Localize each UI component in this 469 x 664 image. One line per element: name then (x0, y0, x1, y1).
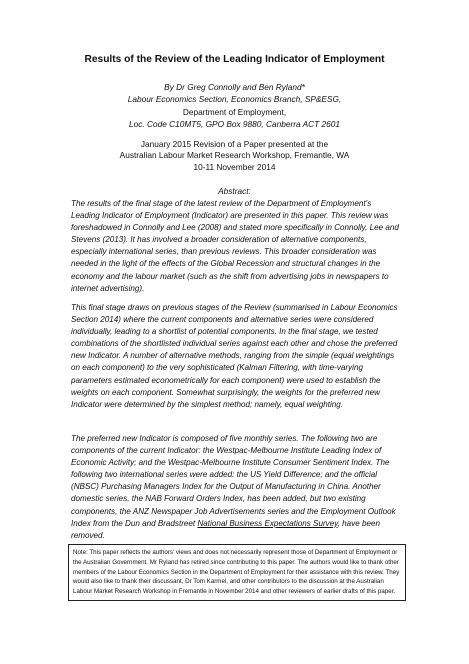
author-section: Labour Economics Section, Economics Branch, SP&ESG, (127, 94, 342, 105)
abstract-paragraph-1: The results of the final stage of the latest review of the Department of Employment's Leading Indicator of Employment (Indicator) are presented in this paper. This review was foreshadowed in Connolly and Lee (2008) and stated more specifically in Connolly, Lee and Stevens (2013). It has involved a broader consideration of alternative components, especially international series, than previous reviews. This broader consideration was needed in the light of the effects of the Global Recession and structural changes in the economy and the labour market (such as the shift from advertising jobs in newspapers to internet advertising). (71, 199, 399, 293)
revision-note (0, 139, 469, 173)
revision-line-1: January 2015 Revision of a Paper presented at the (140, 139, 329, 149)
abstract-paragraph-2: This final stage draws on previous stages of the Review (summarised in Labour Economics Section 2014) where the current components and alternative series were considered individually, leading to a shortlist of potential components. In the final stage, we tested combinations of the shortlisted individual series against each other and chose the preferred new Indicator. A number of alternative methods, ranging from the simple (equal weightings on each component) to the very sophisticated (Kalman Filtering, with time-varying parameters estimated econometrically for each component) were used to establish the weights on each component. Somewhat surprisingly, the weights for the preferred new Indicator were determined by the simplest method; namely, equal weighting. (71, 303, 398, 409)
abstract-heading: Abstract: (218, 186, 251, 196)
revision-line-2: Australian Labour Market Research Workshop, Fremantle, WA (119, 150, 350, 161)
author-byline: By Dr Greg Connolly and Ben Ryland* (164, 82, 305, 92)
author-department: Department of Employment, (182, 106, 287, 117)
abstract-paragraph-3 (71, 433, 401, 542)
paper-title: Results of the Review of the Leading Indicator of Employment (84, 54, 385, 65)
abstract-paragraph-3-text: The preferred new Indicator is composed of five monthly series. The following two are components of the current Indicator: the Westpac-Melbourne Institute Leading Index of Economic Activity; and the Westpac-Melbourne Institute Consumer Sentiment Index. The following two international series were added: the US Yield Difference; and the official (NBSC) Purchasing Managers Index for the Output of Manufacturing in China. Another domestic series, the NAB Forward Orders Index, has been added, but two existing components, the ANZ Newspaper Job Advertisements series and the Employment Outlook Index from the Dun and Bradstreet (71, 434, 396, 528)
abstract-paragraph-3-end: , have been removed. (71, 518, 380, 540)
author-address: Loc. Code C10MT5, GPO Box 9880, Canberra ACT 2601 (129, 118, 340, 129)
revision-line-3: 10-11 November 2014 (193, 161, 276, 172)
survey-name-underlined: National Business Expectations Survey (197, 518, 338, 528)
footnote-box: Note: This paper reflects the authors' views and does not necessarily represent those of Department of Employment or the Australian Government. Mr Ryland has retired since contributing to this paper. The authors would like to thank other members of the Labour Economics Section in the Department of Employment for their assistance with this review. They would also like to thank their discussant, Dr Tom Karmel, and other contributors to the discussion at the Australian Labour Market Research Workshop in Fremantle in November 2014 and other reviewers of earlier drafts of this paper. (68, 544, 406, 601)
author-block (0, 81, 469, 130)
